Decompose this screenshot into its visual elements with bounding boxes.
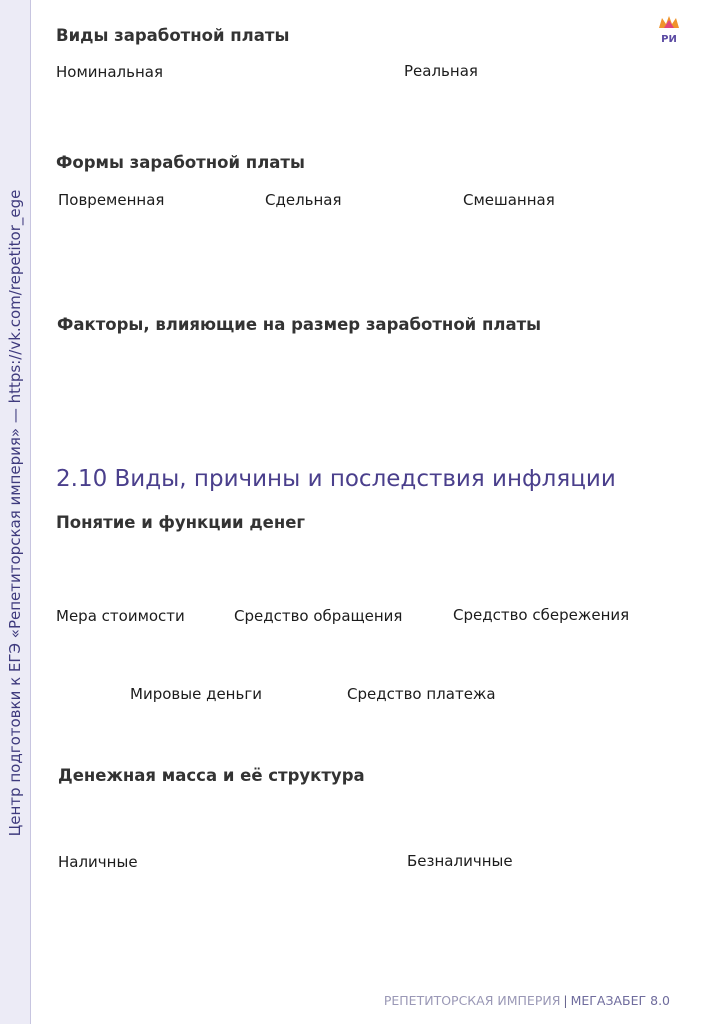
side-strip [0, 0, 31, 1024]
footer-org: РЕПЕТИТОРСКАЯ ИМПЕРИЯ [383, 993, 561, 1008]
wage-types-heading: Виды заработной платы [56, 26, 290, 45]
wage-nominal-label: Номинальная [56, 63, 163, 81]
money-cash-label: Наличные [58, 853, 138, 871]
wage-forms-heading: Формы заработной платы [56, 153, 305, 172]
wage-time-based-label: Повременная [58, 191, 165, 209]
sidebar-caption: Центр подготовки к ЕГЭ «Репетиторская империя» — https://vk.com/repetitor_ege [6, 189, 24, 837]
logo-initials: РИ [661, 34, 677, 45]
money-cashless-label: Безналичные [407, 852, 513, 870]
inflation-section-title: 2.10 Виды, причины и последствия инфляции [56, 466, 616, 492]
money-savings-label: Средство сбережения [453, 606, 630, 624]
wage-real-label: Реальная [404, 62, 478, 80]
footer-separator: | [563, 993, 568, 1008]
footer-event: МЕГАЗАБЕГ 8.0 [570, 993, 670, 1008]
wage-piece-label: Сдельная [265, 191, 342, 209]
money-world-label: Мировые деньги [130, 685, 262, 703]
money-heading: Понятие и функции денег [56, 513, 306, 532]
wage-mixed-label: Смешанная [463, 191, 555, 209]
crown-logo-icon [656, 16, 682, 46]
page-footer [384, 993, 670, 1008]
money-payment-label: Средство платежа [347, 685, 496, 703]
money-supply-heading: Денежная масса и её структура [58, 766, 365, 785]
money-circulation-label: Средство обращения [234, 607, 403, 625]
wage-factors-heading: Факторы, влияющие на размер заработной платы [57, 315, 542, 334]
brand-logo [656, 16, 682, 46]
money-measure-label: Мера стоимости [56, 607, 185, 625]
